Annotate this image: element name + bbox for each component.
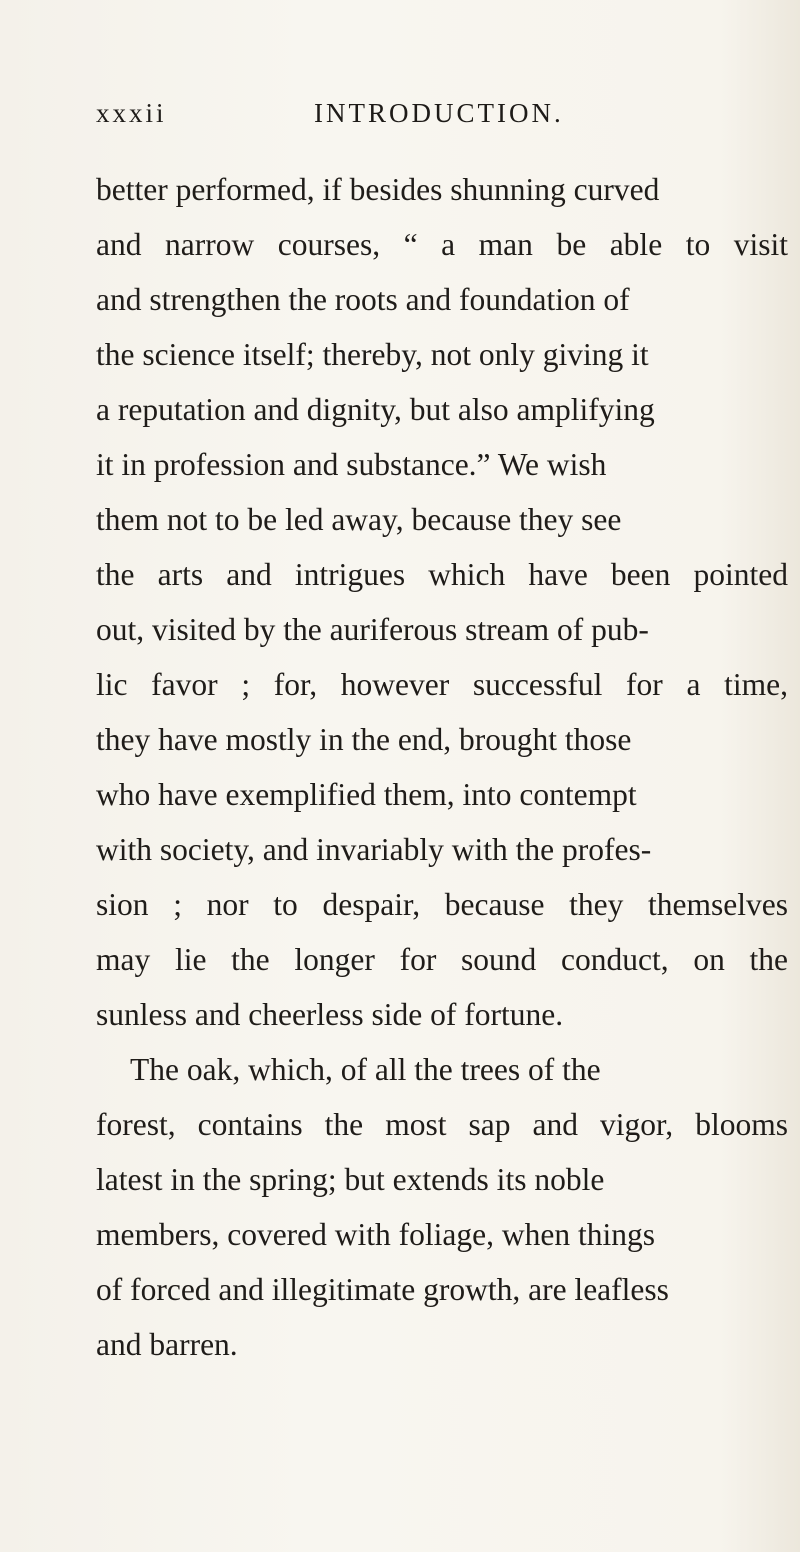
text-line: and barren. <box>96 1327 238 1362</box>
body-text <box>96 162 796 1372</box>
text-line: members, covered with foliage, when things <box>96 1217 655 1252</box>
text-line: forest, contains the most sap and vigor, blooms <box>96 1107 788 1142</box>
text-line: of forced and illegitimate growth, are leafless <box>96 1272 669 1307</box>
text-line: sunless and cheerless side of fortune. <box>96 997 564 1032</box>
text-line: it in profession and substance.” We wish <box>96 447 607 482</box>
text-line: lic favor ; for, however successful for a time, <box>96 667 789 702</box>
text-line: the science itself; thereby, not only giving it <box>96 337 649 372</box>
text-line: them not to be led away, because they see <box>96 502 622 537</box>
text-line: with society, and invariably with the profes- <box>96 832 652 867</box>
text-line: the arts and intrigues which have been pointed <box>96 557 789 592</box>
text-line: and narrow courses, “ a man be able to visit <box>96 227 789 262</box>
text-line: sion ; nor to despair, because they themselves <box>96 887 789 922</box>
text-line: may lie the longer for sound conduct, on the <box>96 942 789 977</box>
text-line: out, visited by the auriferous stream of pub- <box>96 612 649 647</box>
text-line: latest in the spring; but extends its noble <box>96 1162 605 1197</box>
text-line: and strengthen the roots and foundation of <box>96 282 630 317</box>
paragraph-start-line: The oak, which, of all the trees of the <box>130 1052 601 1087</box>
running-head <box>96 98 696 138</box>
text-line: they have mostly in the end, brought those <box>96 722 632 757</box>
text-line: who have exemplified them, into contempt <box>96 777 637 812</box>
text-line: better performed, if besides shunning curved <box>96 172 660 207</box>
page-number: xxxii <box>96 98 167 128</box>
running-title: INTRODUCTION. <box>314 98 564 128</box>
text-line: a reputation and dignity, but also amplifying <box>96 392 655 427</box>
